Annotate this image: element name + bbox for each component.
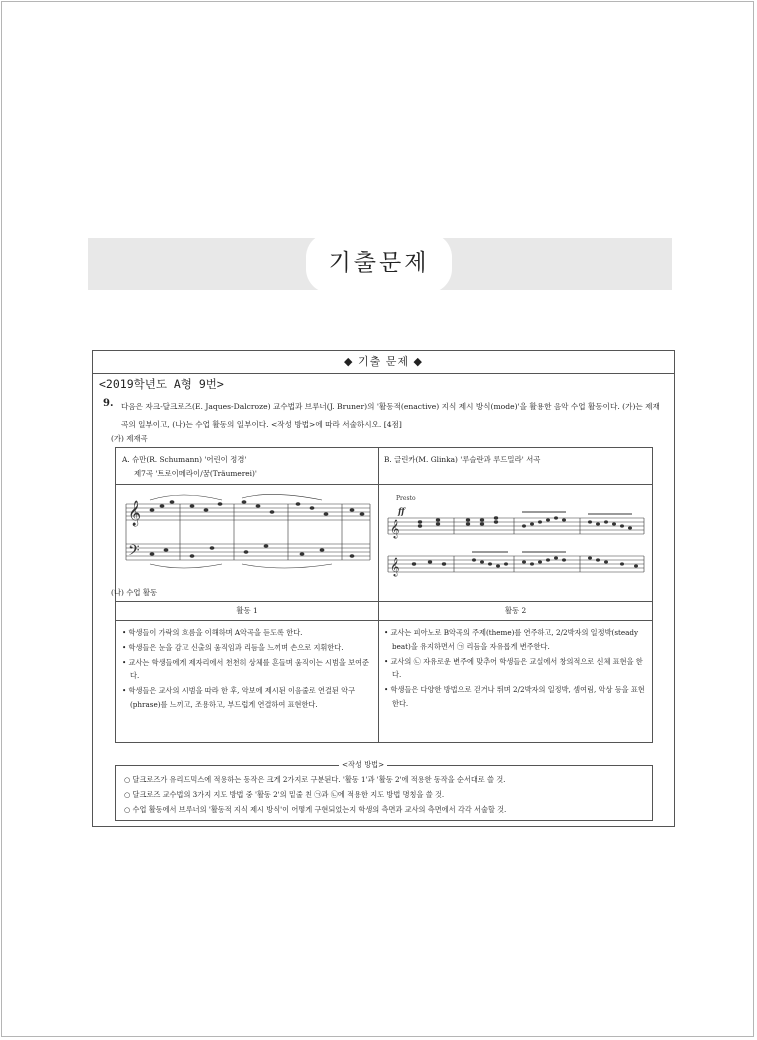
exam-source: <2019학년도 A형 9번> [99, 377, 224, 391]
activity-2-list [384, 626, 646, 712]
svg-text:𝄞: 𝄞 [390, 557, 400, 576]
question-text: 다음은 자크-달크로즈(E. Jaques-Dalcroze) 교수법과 브루너(J. Bruner)의 '활동적(enactive) 지식 제시 방식(mode)'을 활용한 음악 수업 활동이다. (가)는 제재곡의 일부이고, (나)는 수업 활동의 일부이다. <작성 방법>에 따라 서술하시오. [4점] [121, 402, 660, 429]
activity-2-item: • 학생들은 다양한 방법으로 걷거나 뛰며 2/2박자의 일정박, 셈여림, 악상 등을 표현한다. [384, 685, 645, 708]
part-b-label: (나) 수업 활동 [111, 588, 158, 597]
activity-2-item: • 교사는 피아노로 B악곡의 주제(theme)를 연주하고, 2/2박자의 일정박(steady beat)을 유지하면서 ㉠ 리듬을 자유롭게 변주한다. [384, 628, 639, 651]
piece-a-title: A. 슈만(R. Schumann) '어린이 정경' [122, 455, 247, 464]
activity-divider [378, 602, 379, 742]
activity-1-header: 활동 1 [236, 606, 258, 615]
score-a-staff [122, 492, 372, 594]
score-header-line [116, 484, 652, 485]
dynamic-marking: ff [398, 506, 405, 516]
svg-text:𝄢: 𝄢 [128, 542, 140, 563]
conditions-list [124, 772, 506, 817]
part-a-label: (가) 제재곡 [111, 434, 148, 443]
activity-table [115, 601, 653, 743]
conditions-box [115, 760, 653, 821]
svg-text:𝄞: 𝄞 [390, 519, 400, 538]
condition-item: ○ 달크로즈 교수법의 3가지 지도 방법 중 '활동 2'의 밑줄 친 ㉠과 ㉡에 적용한 지도 방법 명칭을 쓸 것. [124, 790, 445, 799]
activity-1-item: • 학생들이 가락의 흐름을 이해하며 A악곡을 듣도록 한다. [122, 628, 303, 637]
activity-header-line [116, 620, 652, 621]
piece-a-subtitle: 제7곡 '트로이메라이/꿈(Träumerei)' [134, 469, 257, 478]
activity-2-header: 활동 2 [504, 606, 527, 615]
activity-1-item: • 교사는 학생들에게 제자리에서 천천히 상체를 흔들며 움직이는 시범을 보여준다. [122, 657, 369, 681]
activity-2-item: • 교사의 ㉡ 자유로운 변주에 맞추어 학생들은 교실에서 창의적으로 신체 표현을 한다. [384, 656, 643, 680]
score-b-staff [384, 492, 648, 594]
exam-header: ◆ 기출 문제 ◆ [93, 351, 674, 374]
activity-1-item: • 학생들은 눈을 감고 신출의 움직임과 리듬을 느끼며 손으로 지휘한다. [122, 642, 344, 652]
tempo-marking: Presto [396, 495, 416, 502]
conditions-title: <작성 방법> [339, 760, 387, 770]
activity-1-list [122, 626, 372, 713]
score-excerpts-box [115, 447, 653, 602]
piece-b-title: B. 글린카(M. Glinka) '루슬란과 루드밀라' 서곡 [384, 455, 541, 464]
page-title: 기출문제 [328, 250, 430, 276]
exam-question-box [92, 350, 675, 827]
condition-item: ○ 달크로즈가 유리드믹스에 적용하는 동작은 크게 2가지로 구분된다. '활동 1'과 '활동 2'에 적용한 동작을 순서대로 쓸 것. [124, 775, 506, 784]
svg-text:𝄞: 𝄞 [128, 501, 142, 526]
condition-item: ○ 수업 활동에서 브루너의 '활동적 지식 제시 방식'이 어떻게 구현되었는지 학생의 측면과 교사의 측면에서 각각 서술할 것. [124, 805, 507, 814]
score-divider [378, 448, 379, 601]
activity-1-item: • 학생들은 교사의 시범을 따라 한 후, 악보에 제시된 이음줄로 연결된 악구(phrase)를 느끼고, 조용하고, 부드럽게 연결하여 표현한다. [122, 686, 356, 709]
question-number: 9. [103, 398, 114, 409]
